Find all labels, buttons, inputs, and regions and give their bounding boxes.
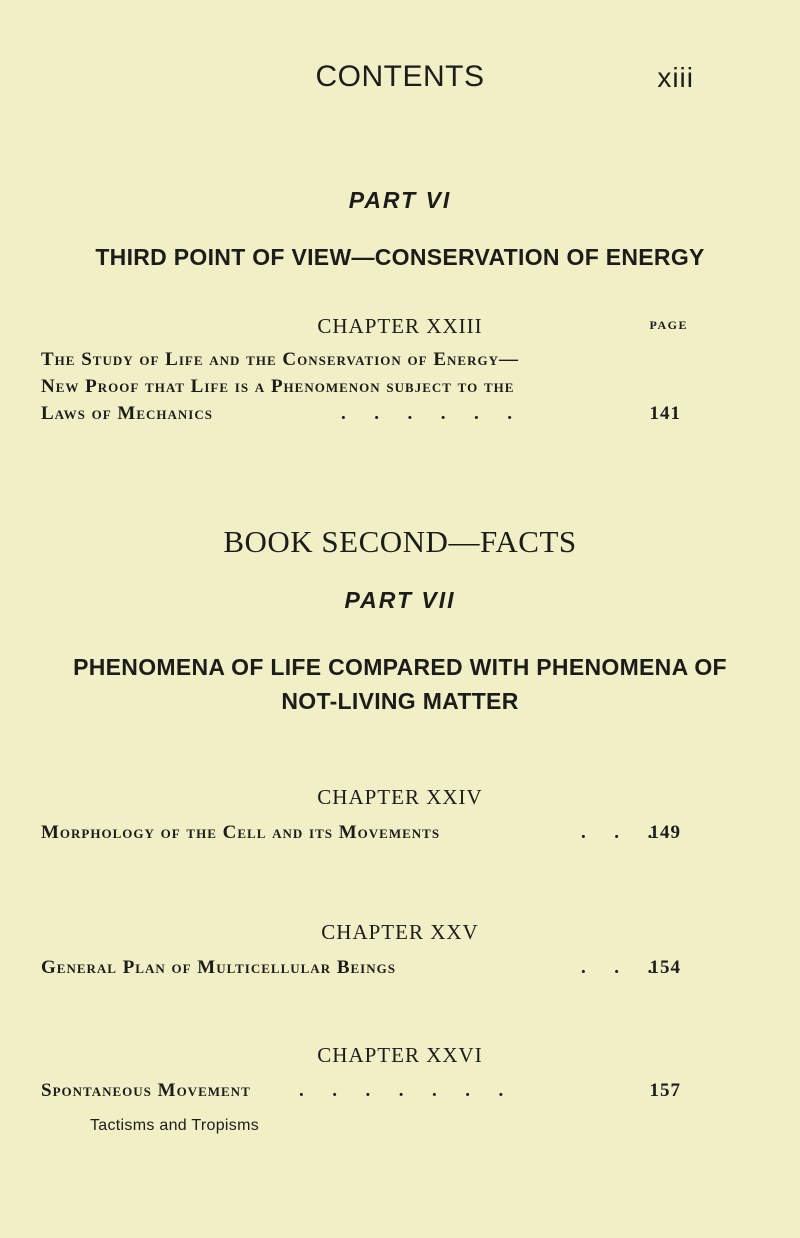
- part-vii-title-line-1: PHENOMENA OF LIFE COMPARED WITH PHENOMENA OF: [73, 654, 727, 680]
- chapter-xxiii-page: 141: [649, 403, 681, 424]
- chapter-xxiv-heading: CHAPTER XXIV: [317, 785, 483, 809]
- dot-leader: . . . . . .: [341, 403, 512, 424]
- part-vi-title: THIRD POINT OF VIEW—CONSERVATION OF ENERGY: [95, 244, 705, 270]
- chapter-xxv-page: 154: [649, 957, 681, 978]
- book-title: BOOK SECOND—FACTS: [223, 524, 577, 559]
- part-vii-label: PART VII: [344, 587, 456, 613]
- page-number: xiii: [657, 62, 694, 93]
- chapter-xxiii-line-1: The Study of Life and the Conservation of Energy—: [41, 349, 519, 370]
- part-vii-title-line-2: NOT-LIVING MATTER: [281, 688, 519, 714]
- chapter-xxvi-subnote: Tactisms and Tropisms: [90, 1117, 260, 1134]
- running-title: CONTENTS: [315, 60, 485, 93]
- chapter-xxvi-page: 157: [649, 1080, 681, 1101]
- chapter-xxv-heading: CHAPTER XXV: [321, 920, 479, 944]
- chapter-xxvi-heading: CHAPTER XXVI: [317, 1043, 483, 1067]
- dot-leader: . . . . . . .: [299, 1080, 504, 1101]
- chapter-xxiii-entry: [41, 402, 681, 426]
- chapter-xxiii-line-3: Laws of Mechanics: [41, 403, 213, 424]
- chapter-xxiii-heading: CHAPTER XXIII: [317, 314, 483, 338]
- dot-leader: . . .: [581, 957, 653, 978]
- part-vi-label: PART VI: [348, 187, 452, 213]
- page-column-label: PAGE: [649, 318, 688, 332]
- dot-leader: . . .: [581, 822, 653, 843]
- chapter-xxiv-title: Morphology of the Cell and its Movements: [41, 822, 441, 843]
- chapter-xxvi-entry: [41, 1079, 681, 1103]
- chapter-xxv-entry: [41, 956, 681, 980]
- chapter-xxv-title: General Plan of Multicellular Beings: [41, 957, 396, 978]
- chapter-xxvi-title: Spontaneous Movement: [41, 1080, 251, 1101]
- chapter-xxiii-line-2: New Proof that Life is a Phenomenon subject to the: [41, 376, 515, 397]
- chapter-xxiv-entry: [41, 821, 681, 845]
- chapter-xxiv-page: 149: [649, 822, 681, 843]
